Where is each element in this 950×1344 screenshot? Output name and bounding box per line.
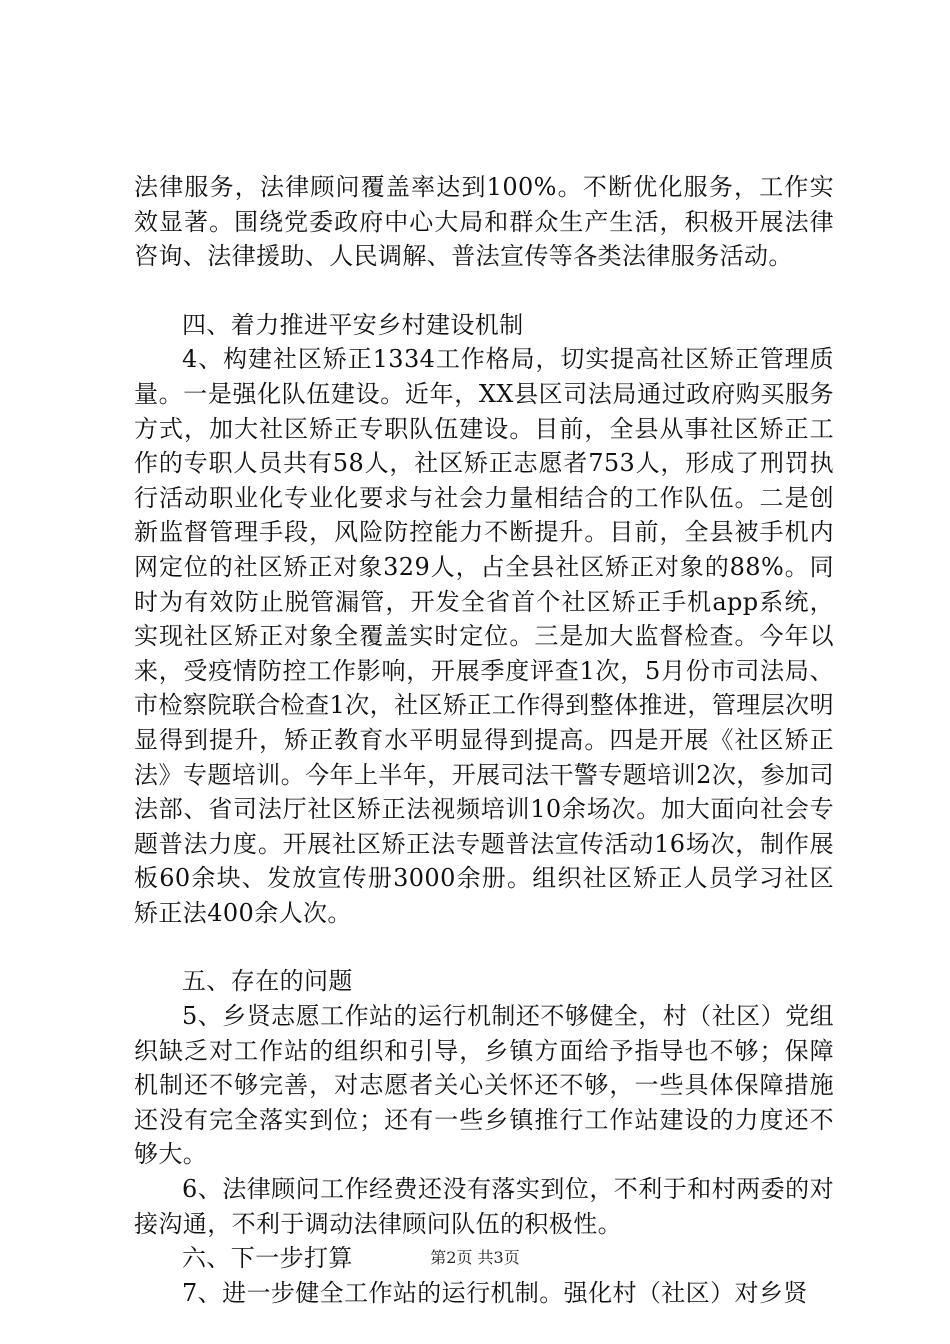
paragraph-community-correction: 4、构建社区矫正1334工作格局，切实提高社区矫正管理质量。一是强化队伍建设。近年，XX县区司法局通过政府购买服务方式，加大社区矫正专职队伍建设。目前，全县从事社区矫正工作的专职人员共有58人，社区矫正志愿者753人，形成了刑罚执行活动职业化专业化要求与社会力量相结合的工作队伍。二是创新监督管理手段，风险防控能力不断提升。目前，全县被手机内网定位的社区矫正对象329人，占全县社区矫正对象的88%。同时为有效防止脱管漏管，开发全省首个社区矫正手机app系统，实现社区矫正对象全覆盖实时定位。三是加大监督检查。今年以来，受疫情防控工作影响，开展季度评查1次，5月份市司法局、市检察院联合检查1次，社区矫正工作得到整体推进，管理层次明显得到提升，矫正教育水平明显得到提高。四是开展《社区矫正法》专题培训。今年上半年，开展司法干警专题培训2次，参加司法部、省司法厅社区矫正法视频培训10余场次。加大面向社会专题普法力度。开展社区矫正法专题普法宣传活动16场次，制作展板60余块、发放宣传册3000余册。组织社区矫正人员学习社区矫正法400余人次。 (134, 345, 834, 927)
paragraph-spacer (134, 274, 834, 308)
paragraph-plan-7: 7、进一步健全工作站的运行机制。强化村（社区）对乡贤 (182, 1278, 808, 1307)
paragraph-legal-services: 法律服务，法律顾问覆盖率达到100%。不断优化服务，工作实效显著。围绕党委政府中心大局和群众生产生活，积极开展法律咨询、法律援助、人民调解、普法宣传等各类法律服务活动。 (134, 173, 834, 271)
paragraph-problem-5: 5、乡贤志愿工作站的运行机制还不够健全，村（社区）党组织缺乏对工作站的组织和引导，乡镇方面给予指导也不够；保障机制还不够完善，对志愿者关心关怀还不够，一些具体保障措施还没有完全落实到位；还有一些乡镇推行工作站建设的力度还不够大。 (134, 1002, 834, 1169)
section-heading-4: 四、着力推进平安乡村建设机制 (182, 310, 524, 339)
document-body (134, 170, 834, 1310)
paragraph-spacer (134, 930, 834, 964)
paragraph-problem-6: 6、法律顾问工作经费还没有落实到位，不利于和村两委的对接沟通，不利于调动法律顾问队伍的积极性。 (134, 1175, 834, 1238)
section-heading-5: 五、存在的问题 (182, 967, 353, 996)
page-footer: 第2页 共3页 (430, 1248, 520, 1267)
section-heading-6: 六、下一步打算 (182, 1244, 353, 1273)
